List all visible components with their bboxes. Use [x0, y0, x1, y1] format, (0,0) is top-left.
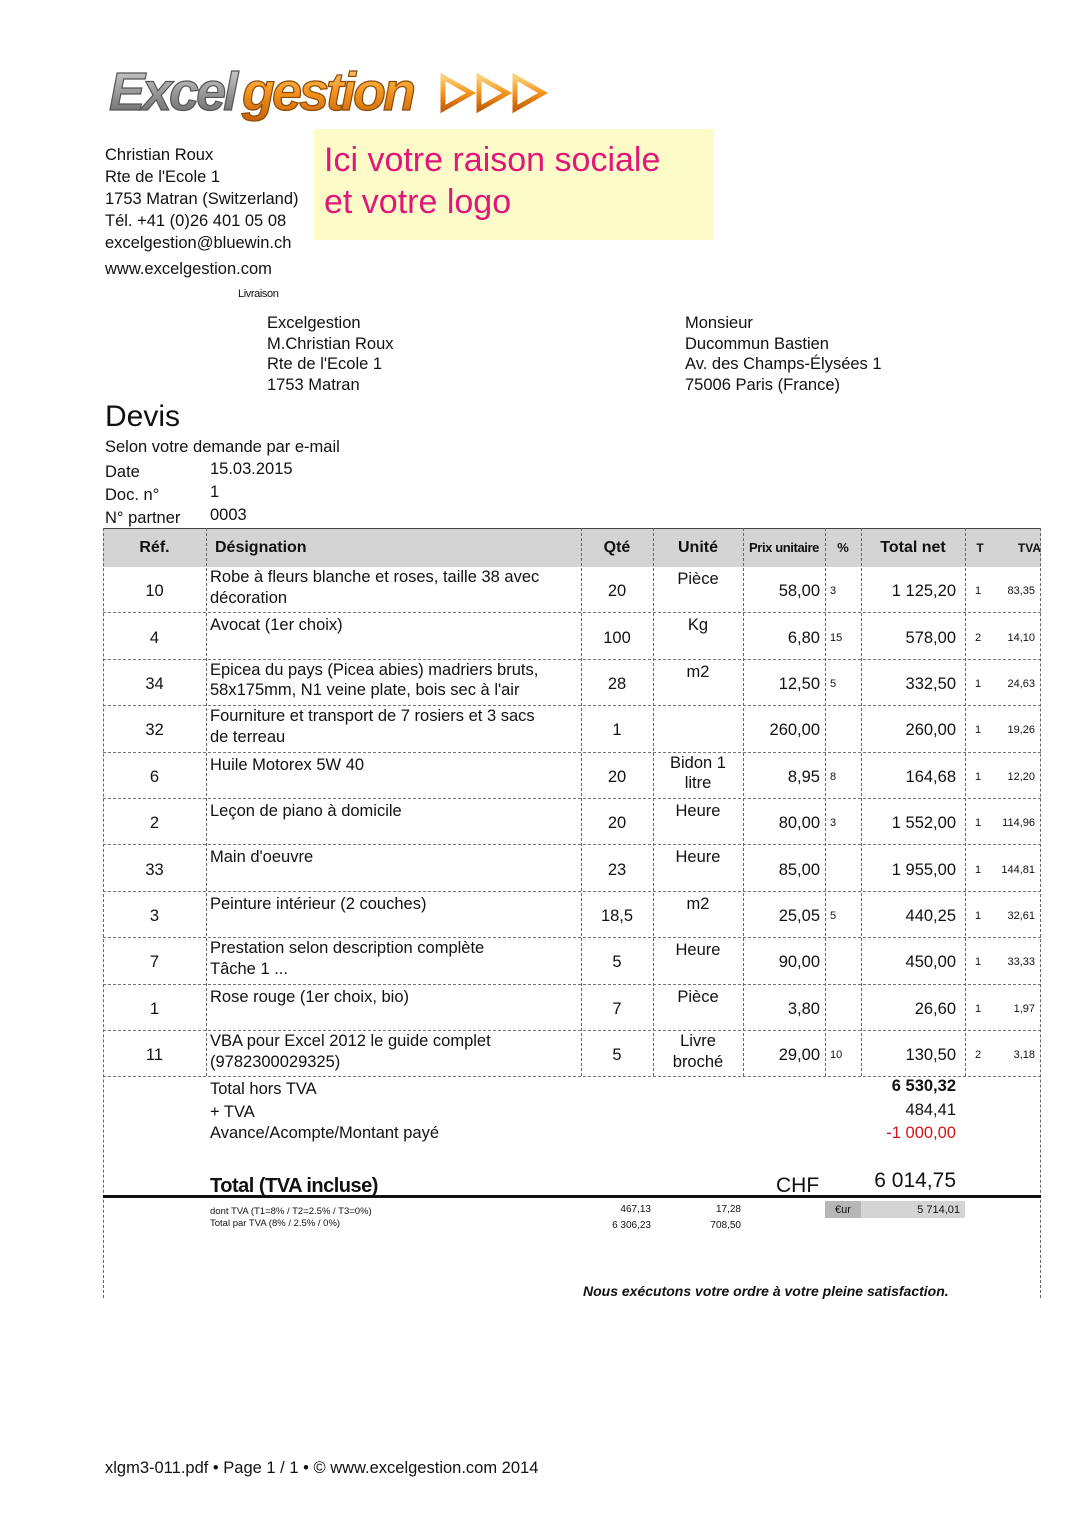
logo-graphic: [107, 55, 577, 130]
eur-value-box: [861, 1201, 965, 1218]
cell-designation: [210, 1031, 580, 1072]
cell-price: 6,80: [787, 628, 820, 647]
cell-tva: 24,63: [1007, 678, 1035, 690]
logo-text-excel: Excel: [109, 62, 236, 122]
cell-total: 130,50: [905, 1046, 956, 1065]
cell-qty: 18,5: [600, 907, 634, 925]
total-par-tva-label: Total par TVA (8% / 2.5% / 0%): [210, 1218, 341, 1229]
cell-pct: 5: [830, 910, 837, 922]
cell-unit: [653, 1031, 743, 1072]
column-divider: [581, 528, 582, 1076]
delivery-address-line: 1753 Matran: [267, 375, 360, 394]
cell-tva: 144,81: [1001, 863, 1035, 876]
cell-designation: [210, 567, 580, 608]
cell-price: 25,05: [778, 907, 820, 925]
delivery-address: [267, 313, 394, 395]
cell-qty: 1: [612, 721, 622, 740]
cell-pct: 5: [830, 678, 837, 690]
doc-number-label: Doc. n°: [105, 486, 160, 504]
column-divider: [965, 528, 966, 1076]
cell-total: 1 955,00: [891, 860, 956, 879]
cell-t: 1: [975, 585, 982, 598]
cell-price: 260,00: [769, 721, 820, 740]
cell-qty: 23: [607, 860, 627, 879]
cell-t: 2: [975, 631, 982, 644]
company-placeholder-box: [314, 129, 714, 240]
cell-ref: 33: [145, 860, 164, 879]
column-divider: [743, 528, 744, 1076]
cell-designation: [210, 938, 580, 979]
cell-qty: 5: [612, 1046, 622, 1065]
header-total: Total net: [880, 539, 946, 556]
unit-line: m2: [686, 662, 710, 681]
cell-price: 3,80: [787, 999, 820, 1018]
partner-label: N° partner: [105, 509, 181, 527]
cell-qty: 7: [612, 999, 622, 1018]
cell-total: 260,00: [905, 721, 956, 740]
designation-line: décoration: [210, 588, 288, 607]
unit-line: Bidon 1: [670, 753, 726, 772]
designation-line: Prestation selon description complète: [210, 939, 485, 958]
cell-price: 85,00: [778, 860, 820, 879]
header-qty: Qté: [603, 539, 631, 556]
eur-label-box: [825, 1201, 861, 1218]
cell-qty: 20: [607, 814, 627, 833]
table-header: [103, 528, 1041, 567]
header-tva: TVA: [1017, 541, 1041, 555]
cell-total: 1 125,20: [891, 582, 956, 601]
cell-designation: [210, 801, 580, 822]
header-t: T: [976, 541, 984, 555]
cell-designation: [210, 847, 580, 868]
designation-line: Avocat (1er choix): [210, 616, 343, 635]
cell-tva: 114,96: [1002, 817, 1035, 830]
cell-designation: [210, 987, 580, 1008]
designation-line: Fourniture et transport de 7 rosiers et 3 sacs: [210, 707, 535, 726]
cell-total: 578,00: [905, 628, 956, 647]
dont-tva-v1: 467,13: [620, 1204, 651, 1215]
cell-designation: [210, 755, 580, 776]
page-footer: xlgm3-011.pdf • Page 1 / 1 • © www.excelgestion.com 2014: [105, 1459, 539, 1477]
cell-ref: 32: [145, 721, 164, 740]
total-net-label: Total hors TVA: [210, 1080, 317, 1098]
table-side-border: [103, 528, 104, 1298]
cell-t: 1: [975, 956, 982, 969]
eur-label: €ur: [835, 1204, 851, 1216]
cell-ref: 6: [149, 767, 160, 786]
designation-line: Epicea du pays (Picea abies) madriers bruts,: [210, 660, 539, 679]
cell-tva: 3,18: [1013, 1049, 1035, 1062]
cell-pct: 8: [830, 770, 837, 783]
cell-t: 1: [975, 863, 982, 876]
designation-line: 58x175mm, N1 veine plate, bois sec à l'air: [210, 681, 520, 700]
tva-label: + TVA: [210, 1103, 255, 1121]
cell-unit: [653, 894, 743, 915]
cell-qty: 5: [612, 953, 622, 972]
header-percent: %: [837, 540, 849, 555]
designation-line: de terreau: [210, 727, 286, 746]
unit-line: Pièce: [677, 987, 719, 1006]
cell-qty: 20: [607, 582, 627, 601]
client-address-line: Av. des Champs-Élysées 1: [685, 355, 882, 373]
cell-total: 440,25: [905, 907, 956, 925]
advance-value: -1 000,00: [886, 1124, 956, 1142]
cell-unit: [653, 847, 743, 868]
excelgestion-logo: [107, 55, 577, 130]
row-separator: [103, 612, 1041, 613]
column-divider: [861, 528, 862, 1076]
designation-line: Huile Motorex 5W 40: [210, 755, 365, 774]
cell-ref: 34: [145, 675, 164, 693]
cell-unit: [653, 569, 743, 590]
cell-ref: 1: [149, 999, 160, 1018]
row-separator: [103, 984, 1041, 985]
sender-phone: Tél. +41 (0)26 401 05 08: [105, 212, 287, 230]
sender-city: 1753 Matran (Switzerland): [105, 190, 299, 208]
column-divider: [206, 528, 207, 1076]
cell-total: 164,68: [905, 767, 956, 786]
header-unit: Unité: [678, 539, 718, 556]
closing-note: Nous exécutons votre ordre à votre pleine satisfaction.: [583, 1283, 949, 1299]
quote-table: [103, 528, 1041, 1298]
cell-qty: 100: [603, 628, 631, 647]
cell-designation: [210, 894, 580, 915]
cell-designation: [210, 706, 580, 747]
client-address-line: Ducommun Bastien: [685, 334, 829, 353]
column-divider: [653, 528, 654, 1076]
cell-ref: 11: [145, 1046, 164, 1065]
designation-line: Leçon de piano à domicile: [210, 802, 402, 820]
header-price: Prix unitaire: [749, 540, 819, 555]
currency-label: CHF: [776, 1174, 820, 1197]
row-separator: [103, 798, 1041, 799]
sender-email: excelgestion@bluewin.ch: [105, 234, 292, 252]
cell-pct: 3: [830, 585, 837, 598]
cell-tva: 19,26: [1007, 724, 1035, 737]
unit-line: Heure: [675, 941, 721, 960]
cell-unit: [653, 662, 743, 683]
cell-pct: 10: [830, 1049, 843, 1062]
cell-total: 26,60: [914, 999, 956, 1018]
date-value: 15.03.2015: [210, 460, 293, 478]
total-net-value: 6 530,32: [891, 1077, 956, 1095]
cell-total: 1 552,00: [891, 814, 956, 833]
cell-t: 2: [975, 1049, 982, 1062]
cell-designation: [210, 615, 580, 636]
cell-tva: 12,20: [1007, 770, 1035, 783]
designation-line: Rose rouge (1er choix, bio): [210, 987, 410, 1006]
cell-unit: [653, 753, 743, 794]
cell-tva: 32,61: [1007, 910, 1035, 922]
document-subtitle: Selon votre demande par e-mail: [105, 438, 340, 456]
cell-tva: 14,10: [1007, 631, 1035, 644]
partner-value: 0003: [210, 506, 247, 524]
cell-t: 1: [975, 910, 982, 922]
cell-price: 58,00: [778, 582, 820, 601]
row-separator: [103, 752, 1041, 753]
cell-tva: 33,33: [1007, 956, 1035, 969]
designation-line: (9782300029325): [210, 1052, 341, 1071]
delivery-address-line: Excelgestion: [267, 314, 361, 332]
cell-price: 12,50: [778, 675, 820, 693]
cell-unit: [653, 801, 743, 822]
sender-name: Christian Roux: [105, 146, 214, 164]
cell-price: 29,00: [778, 1046, 820, 1065]
unit-line: broché: [672, 1052, 724, 1071]
cell-unit: [653, 940, 743, 961]
promo-line-2: et votre logo: [324, 183, 512, 221]
table-side-border: [1040, 528, 1041, 1298]
logo-text-gestion: gestion: [242, 62, 414, 122]
cell-price: 8,95: [787, 767, 820, 786]
cell-ref: 7: [149, 953, 160, 972]
grand-total-label: Total (TVA incluse): [210, 1175, 378, 1197]
cell-ref: 4: [149, 628, 160, 647]
sender-block: [105, 144, 299, 280]
cell-pct: 3: [830, 817, 837, 830]
cell-t: 1: [975, 1002, 982, 1015]
unit-line: m2: [686, 894, 710, 913]
dont-tva-label: dont TVA (T1=8% / T2=2.5% / T3=0%): [210, 1206, 372, 1217]
delivery-label: Livraison: [238, 288, 279, 300]
cell-t: 1: [975, 678, 982, 690]
unit-line: Kg: [687, 616, 709, 635]
cell-unit: [653, 987, 743, 1008]
cell-ref: 2: [149, 814, 160, 833]
cell-price: 80,00: [778, 814, 820, 833]
cell-tva: 1,97: [1013, 1002, 1035, 1015]
client-address: [685, 313, 882, 395]
header-designation: Désignation: [215, 539, 307, 556]
cell-price: 90,00: [778, 953, 820, 972]
cell-t: 1: [975, 724, 982, 737]
client-address-line: Monsieur: [685, 314, 753, 332]
designation-line: Tâche 1 ...: [210, 959, 288, 978]
delivery-address-line: M.Christian Roux: [267, 334, 394, 353]
cell-ref: 10: [145, 582, 164, 601]
designation-line: Main d'oeuvre: [210, 848, 314, 867]
advance-label: Avance/Acompte/Montant payé: [210, 1124, 440, 1142]
designation-line: VBA pour Excel 2012 le guide complet: [210, 1032, 491, 1050]
unit-line: Heure: [675, 848, 721, 867]
delivery-address-line: Rte de l'Ecole 1: [267, 355, 383, 373]
designation-line: Peinture intérieur (2 couches): [210, 894, 427, 913]
header-ref: Réf.: [139, 539, 170, 556]
document-title: Devis: [105, 400, 181, 433]
unit-line: litre: [684, 774, 712, 793]
cell-designation: [210, 660, 580, 701]
cell-total: 450,00: [905, 953, 956, 972]
column-divider: [825, 528, 826, 1076]
sender-street: Rte de l'Ecole 1: [105, 168, 221, 186]
client-address-line: 75006 Paris (France): [685, 375, 840, 394]
cell-t: 1: [975, 817, 982, 830]
eur-value: 5 714,01: [917, 1204, 960, 1216]
logo-arrows-icon: [443, 77, 543, 109]
cell-t: 1: [975, 770, 982, 783]
dont-tva-v2: 17,28: [715, 1204, 741, 1215]
sender-web: www.excelgestion.com: [105, 260, 272, 278]
unit-line: Heure: [675, 802, 721, 820]
unit-line: Livre: [680, 1032, 716, 1050]
promo-line-1: Ici votre raison sociale: [324, 141, 661, 179]
cell-ref: 3: [149, 907, 160, 925]
tva-value: 484,41: [905, 1101, 956, 1119]
designation-line: Robe à fleurs blanche et roses, taille 38 avec: [210, 568, 540, 586]
unit-line: Pièce: [677, 570, 719, 588]
total-par-tva-v2: 708,50: [710, 1220, 741, 1231]
cell-tva: 83,35: [1007, 585, 1035, 598]
total-par-tva-v1: 6 306,23: [612, 1220, 651, 1231]
row-separator: [103, 844, 1041, 845]
cell-qty: 28: [607, 675, 627, 693]
grand-total-rule: [103, 1195, 1041, 1198]
date-label: Date: [105, 463, 140, 481]
grand-total-value: 6 014,75: [874, 1169, 956, 1192]
doc-number-value: 1: [210, 483, 220, 501]
row-separator: [103, 891, 1041, 892]
cell-total: 332,50: [905, 675, 956, 693]
cell-unit: [653, 615, 743, 636]
cell-qty: 20: [607, 767, 627, 786]
cell-pct: 15: [830, 631, 843, 644]
